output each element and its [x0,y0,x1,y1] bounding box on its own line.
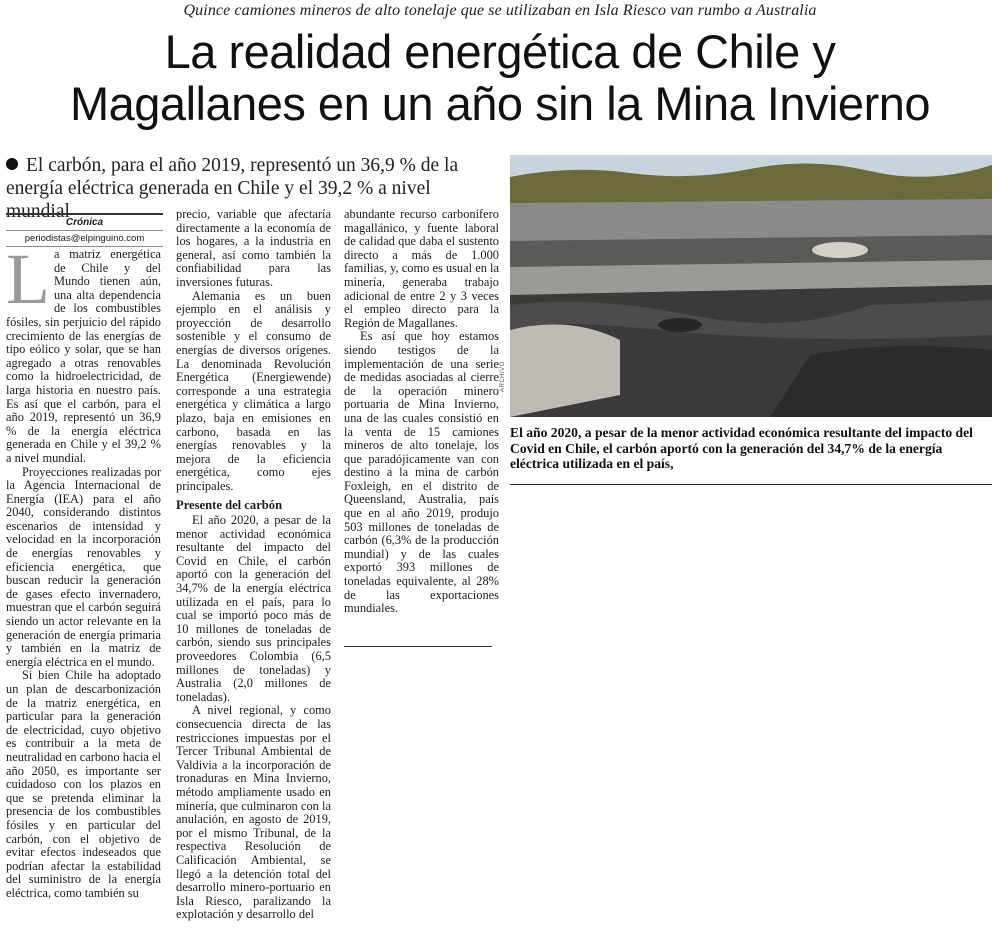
open-pit-mine-illustration [510,155,992,417]
article-end-rule [344,646,492,647]
paragraph: Es así que hoy estamos siendo testigos de la implementación de una serie de medidas asociadas al cierre de la operación minero portuaria de Mina Invierno, una de las cuales consistió en la venta de 15 camiones mineros de alto tonelaje, los que paradójicamente van con destino a la mina de carbón Foxleigh, en el distrito de Queensland, Australia, país que en al año 2019, produjo 503 millones de toneladas de carbón (6,3% de la producción mundial) y de las cuales exportó 393 millones de toneladas equivalente, al 28% de las exportaciones mundiales. [344,329,499,616]
subhead-text: El carbón, para el año 2019, representó un 36,9 % de la energía eléctrica generada en Chile y el 39,2 % a nivel mundial [6,155,459,222]
paragraph: Proyecciones realizadas por la Agencia Internacional de Energía (IEA) para el año 2040, considerando distintos escenarios de intensidad y velocidad en la incorporación de energías renovables y eficiencia energética, que buscan reducir la generación de gases efecto invernadero, muestran que el carbón seguirá siendo un actor relevante en la generación de energía primaria y también en la matriz de energía eléctrica en el mundo. [6,464,161,669]
mine-photo [510,155,992,417]
paragraph: El año 2020, a pesar de la menor actividad económica resultante del impacto del Covid en Chile, el carbón aportó con la generación del 34,7% de la energía eléctrica utilizada en el país, para lo cual se importó poco más de 10 millones de toneladas de carbón, siendo sus principales proveedores Colombia (6,5 millones de toneladas) y Australia (2,0 millones de toneladas). [176,513,331,704]
paragraph: abundante recurso carbonífero magallánico, y fuente laboral de calidad que daba el sustento directo a más de 1.000 familias, y, como es usual en la minería, generaba trabajo adicional de entre 2 y 3 veces el empleo directo para la Región de Magallanes. [344,208,499,330]
bullet-icon [6,158,18,170]
headline-line-2: Magallanes en un año sin la Mina Invierno [70,77,930,130]
paragraph: precio, variable que afectaría directamente a la economía de los hogares, a la industria en general, así como también la confiabilidad para las inversiones futuras. [176,208,331,289]
caption-rule [510,484,992,485]
headline [0,26,1000,130]
photo-caption: El año 2020, a pesar de la menor actividad económica resultante del impacto del Covid en Chile, el carbón aportó con la generación del 34,7% de la energía eléctrica utilizada en el país, [510,425,973,472]
paragraph: Alemania es un buen ejemplo en el análisis y proyección de desarrollo sostenible y el consumo de energías de diversos orígenes. La denominada Revolución Energética (Energiewende) corresponde a una estrategia energética y climática a largo plazo, baja en emisiones en carbono, basada en las energías renovables y la mejora de la eficiencia energética, como ejes principales. [176,288,331,493]
byline-email[interactable]: periodistas@elpinguino.com [6,231,163,247]
article-column-1 [6,248,161,944]
article-column-3 [344,208,499,648]
byline-box [6,213,163,247]
article-column-2 [176,208,331,946]
section-subtitle: Presente del carbón [176,498,283,513]
paragraph: a matriz energética de Chile y del Mundo tienen aún, una alta dependencia de los combustibles fósiles, sin perjuicio del rápido crecimiento de las energías de tipo eólico y solar, que se han agregado a otras renovables como la hidroelectricidad, de larga historia en nuestro país. Es así que el carbón, para el año 2019, representó un 36,9 % de la energía eléctrica generada en Chile y el 39,2 % a nivel mundial. [6,248,161,465]
dropcap: L [6,248,50,319]
paragraph: A nivel regional, y como consecuencia directa de las restricciones impuestas por el Tercer Tribunal Ambiental de Valdivia a la incorporación de tronaduras en Mina Invierno, método ampliamente usado en minería, que culminaron con la anulación, en agosto de 2019, por el mismo Tribunal, de la respectiva Resolución de Calificación Ambiental, se llegó a la detención total del desarrollo minero-portuario en Isla Riesco, paralizando la explotación y desarrollo del [176,703,331,922]
kicker: Quince camiones mineros de alto tonelaje que se utilizaban en Isla Riesco van rumbo a Australia [183,2,817,19]
byline-section: Crónica [6,215,163,231]
paragraph: Si bien Chile ha adoptado un plan de descarbonización de la matriz energética, en particular para la generación de electricidad, cuyo objetivo es contribuir a la meta de neutralidad en carbono hacia el año 2050, es importante ser cuidadoso con los plazos en que se pretenda eliminar la presencia de los combustibles fósiles y en particular del carbón, con el objetivo de evitar efectos indeseados que podrían afectar la estabilidad del suministro de la energía eléctrica, como también su [6,668,161,900]
headline-line-1: La realidad energética de Chile y [164,25,836,78]
photo-credit: ARCHIVO [500,361,506,392]
